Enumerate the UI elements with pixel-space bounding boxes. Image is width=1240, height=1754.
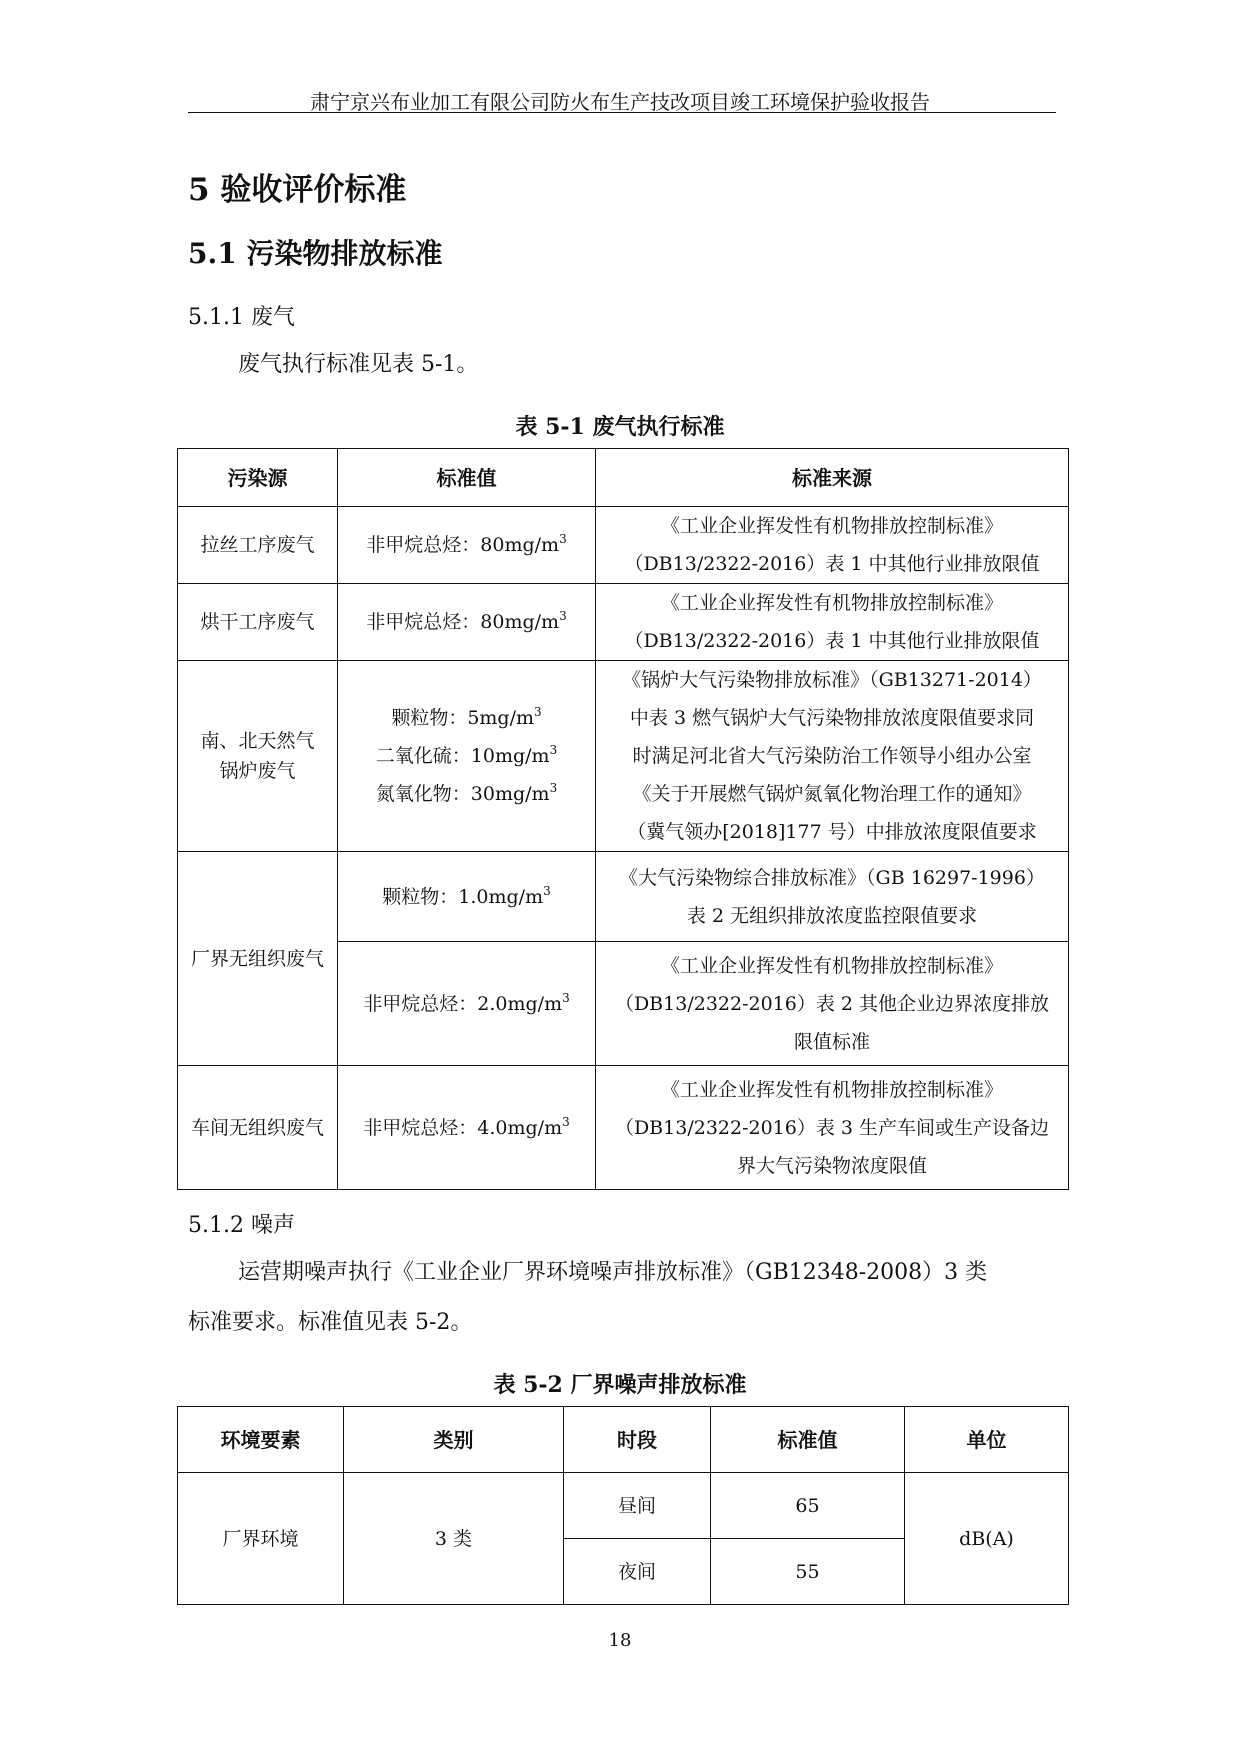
origin-cell: 《大气污染物综合排放标准》（GB 16297-1996） 表 2 无组织排放浓度监控限值要求 <box>596 852 1069 942</box>
unit-cell: dB(A) <box>905 1473 1069 1605</box>
source-cell: 厂界无组织废气 <box>178 852 338 1066</box>
header-cell: 类别 <box>344 1407 564 1473</box>
header-cell: 标准值 <box>711 1407 905 1473</box>
origin-cell: 《工业企业挥发性有机物排放控制标准》 （DB13/2322-2016）表 3 生产车间或生产设备边 界大气污染物浓度限值 <box>596 1066 1069 1190</box>
table2-caption: 表 5-2 厂界噪声排放标准 <box>493 1372 747 1398</box>
exhaust-paragraph: 废气执行标准见表 5-1。 <box>238 352 479 377</box>
chapter-heading: 5 验收评价标准 <box>188 172 407 208</box>
page-number: 18 <box>608 1630 632 1651</box>
value-cell: 颗粒物：$5mg/m^3$ 二氧化硫：$10mg/m^3$ 氮氧化物：$30mg/m^3$ <box>338 661 596 852</box>
period-cell: 昼间 <box>564 1473 711 1539</box>
value-cell: 55 <box>711 1539 905 1605</box>
source-cell: 南、北天然气 锅炉废气 <box>178 661 338 852</box>
header-cell: 标准来源 <box>596 449 1069 507</box>
element-cell: 厂界环境 <box>178 1473 344 1605</box>
table-row <box>178 1473 1069 1539</box>
header-cell: 标准值 <box>338 449 596 507</box>
noise-paragraph-line2: 标准要求。标准值见表 5-2。 <box>188 1310 473 1335</box>
source-cell: 烘干工序废气 <box>178 584 338 661</box>
table-row <box>178 661 1069 852</box>
exhaust-standard-table <box>177 448 1069 1190</box>
subsection-heading-exhaust: 5.1.1 废气 <box>188 305 295 330</box>
origin-cell: 《工业企业挥发性有机物排放控制标准》 （DB13/2322-2016）表 1 中其他行业排放限值 <box>596 584 1069 661</box>
source-cell: 拉丝工序废气 <box>178 507 338 584</box>
origin-cell: 《工业企业挥发性有机物排放控制标准》 （DB13/2322-2016）表 2 其他企业边界浓度排放 限值标准 <box>596 942 1069 1066</box>
noise-standard-table <box>177 1406 1069 1605</box>
table-header-row <box>178 1407 1069 1473</box>
table-row <box>178 1066 1069 1190</box>
table-row <box>178 852 1069 942</box>
subsection-heading-noise: 5.1.2 噪声 <box>188 1213 295 1238</box>
origin-cell: 《锅炉大气污染物排放标准》（GB13271-2014） 中表 3 燃气锅炉大气污染物排放浓度限值要求同 时满足河北省大气污染防治工作领导小组办公室 《关于开展燃气锅炉氮氧化物治理工作的通知》 （冀气领办[2018]177 号）中排放浓度限值要求 <box>596 661 1069 852</box>
category-cell: 3 类 <box>344 1473 564 1605</box>
table-header-row <box>178 449 1069 507</box>
value-cell: 65 <box>711 1473 905 1539</box>
header-cell: 污染源 <box>178 449 338 507</box>
value-cell: 非甲烷总烃：$2.0mg/m^3$ <box>338 942 596 1066</box>
table1-caption: 表 5-1 废气执行标准 <box>515 414 725 440</box>
source-cell: 车间无组织废气 <box>178 1066 338 1190</box>
header-rule <box>188 112 1056 113</box>
value-cell: 非甲烷总烃：$80mg/m^3$ <box>338 507 596 584</box>
running-header: 肃宁京兴布业加工有限公司防火布生产技改项目竣工环境保护验收报告 <box>310 90 930 114</box>
value-cell: 非甲烷总烃：$4.0mg/m^3$ <box>338 1066 596 1190</box>
noise-paragraph-line1: 运营期噪声执行《工业企业厂界环境噪声排放标准》（GB12348-2008）3 类 <box>238 1260 988 1285</box>
origin-cell: 《工业企业挥发性有机物排放控制标准》 （DB13/2322-2016）表 1 中其他行业排放限值 <box>596 507 1069 584</box>
table-row <box>178 507 1069 584</box>
header-cell: 时段 <box>564 1407 711 1473</box>
table-row <box>178 584 1069 661</box>
header-cell: 环境要素 <box>178 1407 344 1473</box>
value-cell: 颗粒物：$1.0mg/m^3$ <box>338 852 596 942</box>
value-cell: 非甲烷总烃：$80mg/m^3$ <box>338 584 596 661</box>
header-cell: 单位 <box>905 1407 1069 1473</box>
section-heading: 5.1 污染物排放标准 <box>188 237 443 270</box>
period-cell: 夜间 <box>564 1539 711 1605</box>
